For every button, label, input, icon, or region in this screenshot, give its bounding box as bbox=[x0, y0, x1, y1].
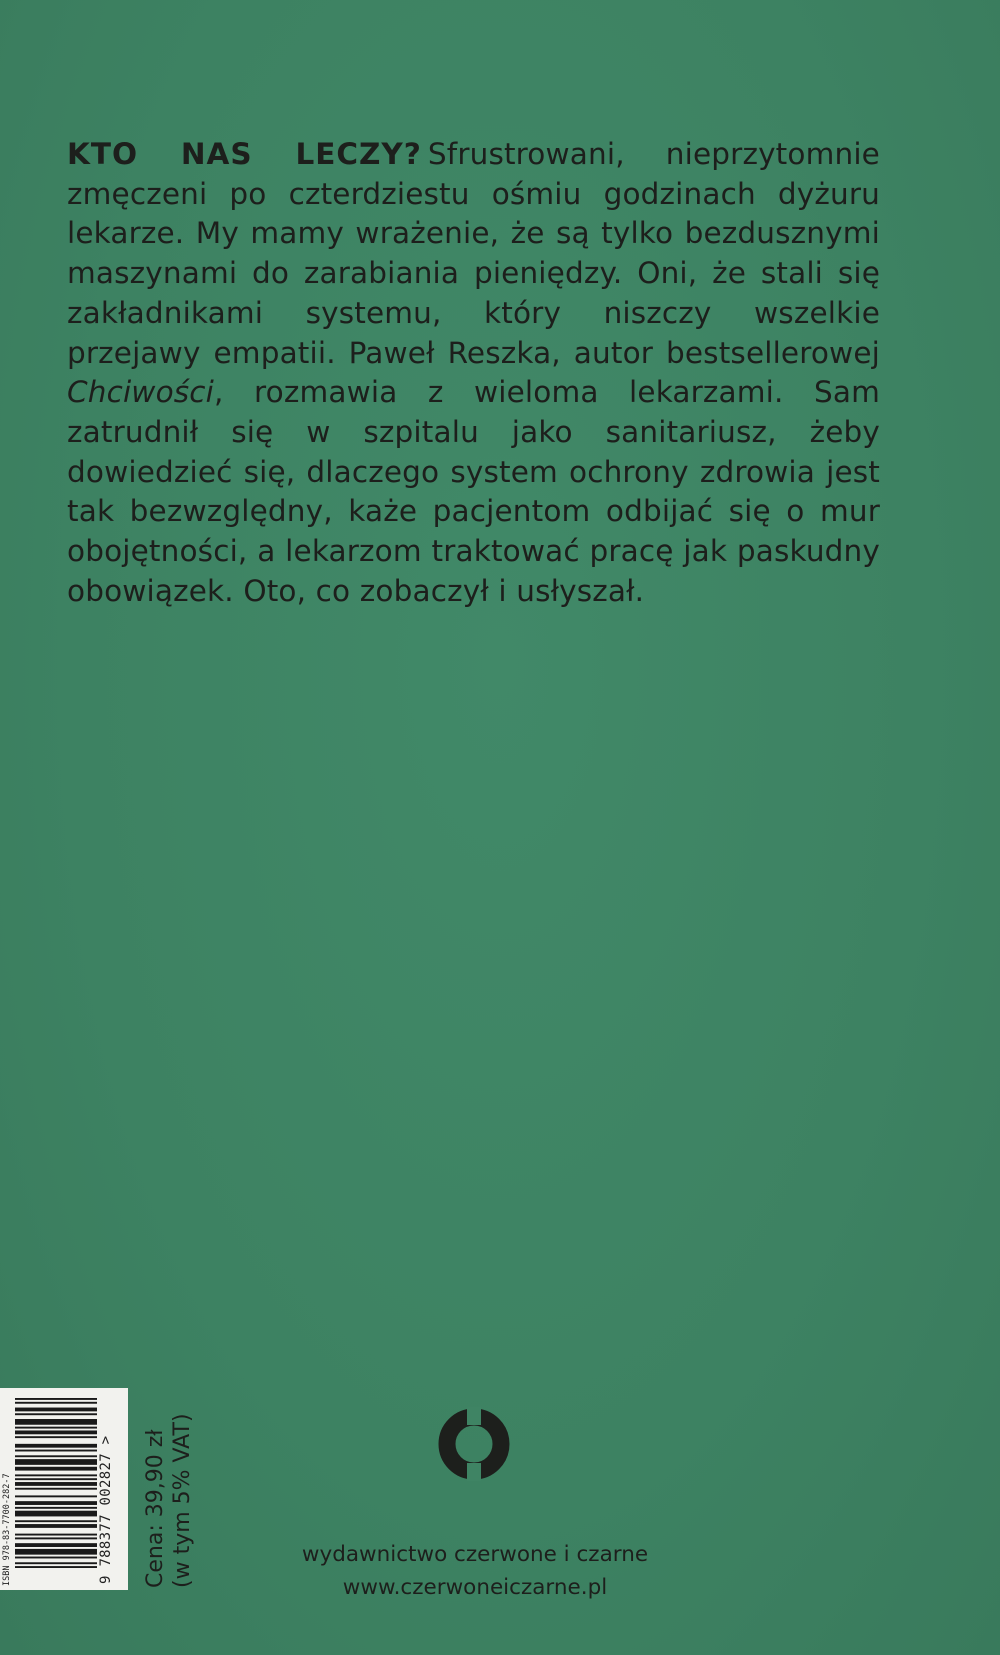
price-block bbox=[142, 1388, 202, 1588]
price-line: Cena: 39,90 zł bbox=[143, 1429, 168, 1588]
barcode-bar bbox=[15, 1478, 97, 1480]
barcode-bar bbox=[15, 1430, 97, 1434]
barcode-bar bbox=[15, 1450, 97, 1452]
barcode-bar bbox=[15, 1543, 97, 1547]
barcode-bar bbox=[15, 1562, 97, 1564]
isbn-text: ISBN 978-83-7700-282-7 bbox=[2, 1473, 12, 1586]
barcode-bar bbox=[15, 1537, 97, 1539]
barcode-bar bbox=[15, 1511, 97, 1517]
barcode-bar bbox=[15, 1444, 97, 1448]
blurb-lead: KTO NAS LECZY? bbox=[67, 137, 422, 171]
barcode-bar bbox=[15, 1413, 97, 1415]
barcode-bar bbox=[15, 1459, 97, 1465]
barcode-bar bbox=[15, 1436, 97, 1438]
barcode-bars bbox=[15, 1398, 97, 1568]
barcode-bar bbox=[15, 1495, 97, 1497]
publisher-url: www.czerwoneiczarne.pl bbox=[342, 1575, 608, 1600]
barcode-bar bbox=[15, 1402, 97, 1404]
publisher-logo-icon bbox=[437, 1407, 511, 1481]
barcode-bar bbox=[15, 1482, 97, 1486]
barcode-bar bbox=[15, 1419, 97, 1425]
barcode-bar bbox=[15, 1408, 97, 1412]
barcode-bar bbox=[15, 1534, 97, 1536]
blurb-text bbox=[67, 135, 880, 611]
barcode-bar bbox=[15, 1549, 97, 1555]
vat-line: (w tym 5% VAT) bbox=[170, 1413, 195, 1588]
barcode-bar bbox=[15, 1488, 97, 1490]
barcode-rotated bbox=[0, 1388, 128, 1590]
blurb-text-part1: Sfrustrowani, nieprzytomnie zmęczeni po czterdziestu ośmiu godzinach dyżuru lekarze. My mamy wrażenie, że są tylko bezdusznymi maszynami do zarabiania pieniędzy. Oni, że stali się zakładnikami systemu, który niszczy wszelkie przejawy empatii. Paweł Reszka, autor bestsellerowej bbox=[67, 137, 880, 370]
barcode-label bbox=[0, 1388, 128, 1590]
barcode-bar bbox=[15, 1398, 97, 1400]
blurb-text-part2: , rozmawia z wieloma lekarzami. Sam zatrudnił się w szpitalu jako sanitariusz, żeby dowiedzieć się, dlaczego system ochrony zdrowia jest tak bezwzględny, każe pacjentom odbijać się o mur obojętności, a lekarzom traktować pracę jak paskudny obowiązek. Oto, co zobaczył i usłyszał. bbox=[67, 375, 880, 608]
barcode-bar bbox=[15, 1455, 97, 1457]
barcode-bar bbox=[15, 1501, 97, 1505]
barcode-bar bbox=[15, 1557, 97, 1559]
publisher-info bbox=[250, 1538, 700, 1604]
barcode-digits: 9 788377 002827 > bbox=[98, 1435, 114, 1584]
barcode-bar bbox=[15, 1474, 97, 1476]
barcode-bar bbox=[15, 1524, 97, 1528]
barcode-bar bbox=[15, 1427, 97, 1429]
barcode-bar bbox=[15, 1507, 97, 1509]
blurb-book-title: Chciwości bbox=[67, 375, 215, 410]
publisher-name: wydawnictwo czerwone i czarne bbox=[301, 1542, 649, 1567]
barcode-bar bbox=[15, 1566, 97, 1568]
barcode-bar bbox=[15, 1520, 97, 1522]
barcode-bar bbox=[15, 1467, 97, 1471]
